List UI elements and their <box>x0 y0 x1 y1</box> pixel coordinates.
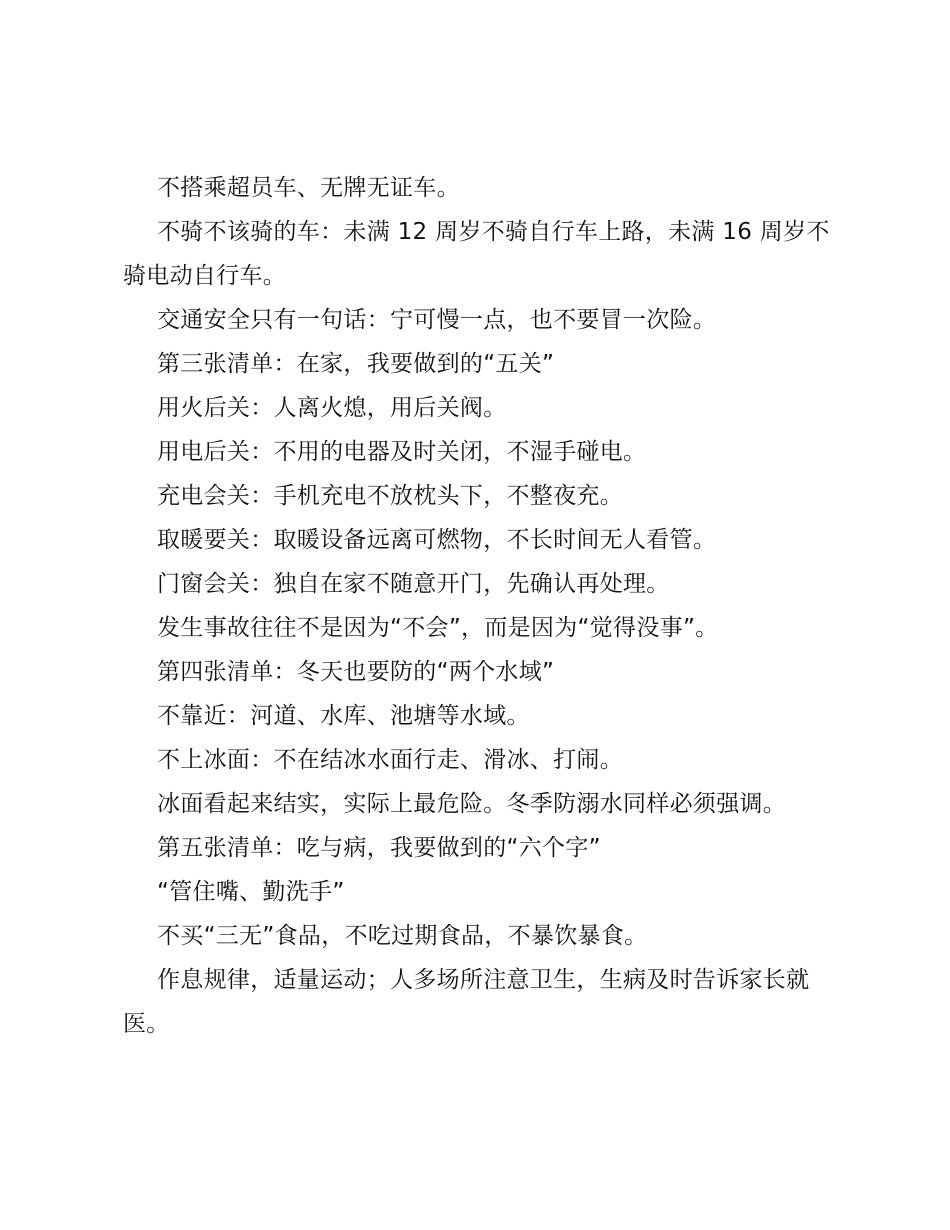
section-heading: 第五张清单：吃与病，我要做到的“六个字” <box>157 835 601 861</box>
paragraph: 作息规律，适量运动；人多场所注意卫生，生病及时告诉家长就医。 <box>123 967 810 1037</box>
paragraph: 不买“三无”食品，不吃过期食品，不暴饮暴食。 <box>157 923 648 949</box>
paragraph: 不骑不该骑的车：未满 12 周岁不骑自行车上路，未满 16 周岁不骑电动自行车。 <box>123 219 830 289</box>
paragraph: 用电后关：不用的电器及时关闭，不湿手碰电。 <box>157 439 647 465</box>
paragraph: 充电会关：手机充电不放枕头下，不整夜充。 <box>157 483 623 509</box>
section-heading: 第四张清单：冬天也要防的“两个水域” <box>157 659 555 685</box>
paragraph: 取暖要关：取暖设备远离可燃物，不长时间无人看管。 <box>157 527 717 553</box>
paragraph: 交通安全只有一句话：宁可慢一点，也不要冒一次险。 <box>157 307 717 333</box>
paragraph: 不上冰面：不在结冰水面行走、滑冰、打闹。 <box>157 747 623 773</box>
paragraph: 用火后关：人离火熄，用后关阀。 <box>157 395 507 421</box>
paragraph: 不靠近：河道、水库、池塘等水域。 <box>157 703 530 729</box>
paragraph: 发生事故往往不是因为“不会”，而是因为“觉得没事”。 <box>157 615 719 641</box>
section-heading: 第三张清单：在家，我要做到的“五关” <box>157 351 555 377</box>
document-body <box>123 166 839 1046</box>
paragraph: 不搭乘超员车、无牌无证车。 <box>157 175 460 201</box>
paragraph: 门窗会关：独自在家不随意开门，先确认再处理。 <box>157 571 670 597</box>
paragraph: 冰面看起来结实，实际上最危险。冬季防溺水同样必须强调。 <box>157 791 787 817</box>
paragraph: “管住嘴、勤洗手” <box>157 879 345 905</box>
